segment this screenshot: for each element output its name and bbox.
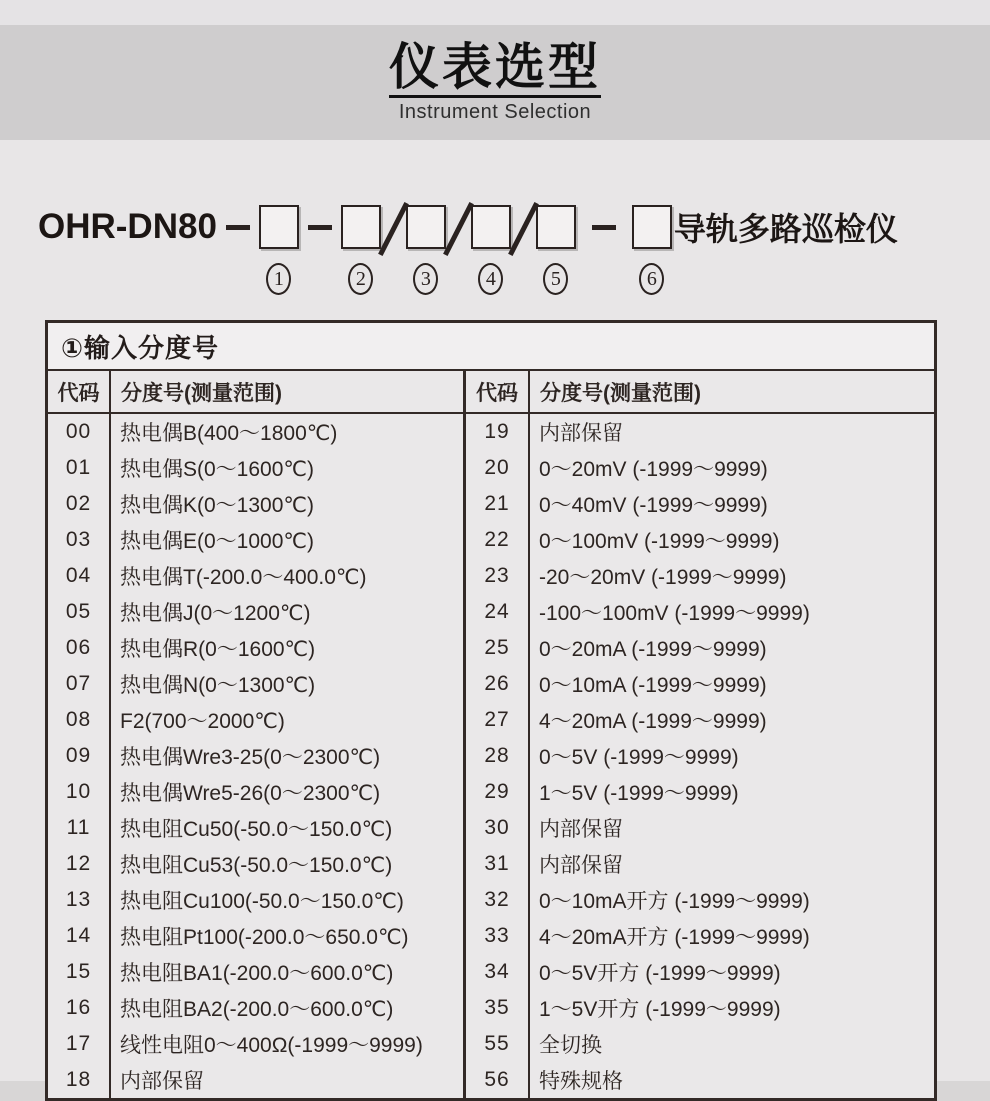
dash-separator bbox=[226, 205, 250, 249]
model-box-col-6 bbox=[632, 205, 672, 295]
row-desc: 4～20mA (-1999～9999) bbox=[539, 710, 767, 733]
row-desc: 热电偶T(-200.0～400.0℃) bbox=[120, 566, 367, 589]
table-row bbox=[48, 630, 463, 666]
row-code: 02 bbox=[48, 486, 111, 522]
position-circle-4: 4 bbox=[478, 263, 503, 295]
row-code: 17 bbox=[48, 1026, 111, 1062]
row-code: 21 bbox=[466, 486, 530, 522]
table-row bbox=[466, 450, 934, 486]
table-row bbox=[48, 846, 463, 882]
row-desc: 内部保留 bbox=[120, 1070, 204, 1093]
table-row bbox=[48, 918, 463, 954]
row-code: 16 bbox=[48, 990, 111, 1026]
table-row bbox=[466, 918, 934, 954]
input-graduation-table bbox=[45, 320, 937, 1101]
row-desc: 热电阻BA2(-200.0～600.0℃) bbox=[120, 998, 394, 1021]
row-desc: 热电偶Wre3-25(0～2300℃) bbox=[120, 746, 381, 769]
position-circle-1: 1 bbox=[266, 263, 291, 295]
row-desc: 热电阻Pt100(-200.0～650.0℃) bbox=[120, 926, 409, 949]
position-circle-3: 3 bbox=[413, 263, 438, 295]
table-row bbox=[48, 666, 463, 702]
row-desc: 热电偶B(400～1800℃) bbox=[120, 422, 338, 445]
table-title: ①输入分度号 bbox=[48, 323, 934, 371]
row-code: 34 bbox=[466, 954, 530, 990]
row-code: 56 bbox=[466, 1062, 530, 1098]
row-desc: -100～100mV (-1999～9999) bbox=[539, 602, 810, 625]
model-option-box-1 bbox=[259, 205, 299, 249]
table-body bbox=[48, 414, 934, 1098]
model-option-box-4 bbox=[471, 205, 511, 249]
row-code: 28 bbox=[466, 738, 530, 774]
row-desc: 热电阻Cu53(-50.0～150.0℃) bbox=[120, 854, 393, 877]
table-row bbox=[466, 774, 934, 810]
table-row bbox=[466, 846, 934, 882]
table-row bbox=[466, 666, 934, 702]
model-box-col-1 bbox=[259, 205, 299, 295]
row-desc: 热电阻Cu50(-50.0～150.0℃) bbox=[120, 818, 393, 841]
model-suffix: 导轨多路巡检仪 bbox=[673, 211, 898, 247]
row-desc: 热电偶E(0～1000℃) bbox=[120, 530, 314, 553]
model-option-box-2 bbox=[341, 205, 381, 249]
row-code: 06 bbox=[48, 630, 111, 666]
position-circle-5: 5 bbox=[543, 263, 568, 295]
row-code: 22 bbox=[466, 522, 530, 558]
table-row bbox=[466, 1062, 934, 1098]
row-code: 13 bbox=[48, 882, 111, 918]
dash-separator bbox=[592, 205, 616, 249]
row-code: 19 bbox=[466, 414, 530, 450]
row-code: 35 bbox=[466, 990, 530, 1026]
page-top-strip bbox=[0, 0, 990, 25]
row-code: 04 bbox=[48, 558, 111, 594]
row-code: 32 bbox=[466, 882, 530, 918]
row-code: 07 bbox=[48, 666, 111, 702]
row-desc: 热电偶K(0～1300℃) bbox=[120, 494, 314, 517]
model-prefix: OHR-DN80 bbox=[38, 207, 217, 246]
table-row bbox=[48, 954, 463, 990]
row-desc: 热电偶R(0～1600℃) bbox=[120, 638, 316, 661]
slash-separator bbox=[456, 205, 461, 249]
table-row bbox=[48, 1062, 463, 1098]
table-row bbox=[466, 594, 934, 630]
row-code: 10 bbox=[48, 774, 111, 810]
row-code: 27 bbox=[466, 702, 530, 738]
table-row bbox=[48, 882, 463, 918]
row-desc: 0～20mA (-1999～9999) bbox=[539, 638, 767, 661]
row-code: 01 bbox=[48, 450, 111, 486]
table-row bbox=[466, 810, 934, 846]
table-row bbox=[466, 990, 934, 1026]
position-circle-6: 6 bbox=[639, 263, 664, 295]
row-desc: 0～100mV (-1999～9999) bbox=[539, 530, 780, 553]
row-code: 00 bbox=[48, 414, 111, 450]
row-desc: 热电偶Wre5-26(0～2300℃) bbox=[120, 782, 381, 805]
header-desc-left: 分度号(测量范围) bbox=[111, 371, 466, 412]
table-left-columns bbox=[48, 414, 466, 1098]
table-row bbox=[48, 738, 463, 774]
table-row bbox=[466, 486, 934, 522]
header-desc-right: 分度号(测量范围) bbox=[540, 381, 701, 405]
row-code: 33 bbox=[466, 918, 530, 954]
row-desc: F2(700～2000℃) bbox=[120, 710, 285, 733]
row-code: 11 bbox=[48, 810, 111, 846]
row-desc: 线性电阻0～400Ω(-1999～9999) bbox=[120, 1034, 423, 1057]
table-row bbox=[48, 522, 463, 558]
table-row bbox=[466, 882, 934, 918]
header-band bbox=[0, 25, 990, 140]
row-code: 09 bbox=[48, 738, 111, 774]
table-row bbox=[466, 558, 934, 594]
dash-separator bbox=[308, 205, 332, 249]
row-desc: 1～5V开方 (-1999～9999) bbox=[539, 998, 781, 1021]
model-option-box-6 bbox=[632, 205, 672, 249]
row-desc: 0～5V (-1999～9999) bbox=[539, 746, 739, 769]
row-desc: 全切换 bbox=[539, 1034, 602, 1057]
table-row bbox=[466, 954, 934, 990]
row-code: 55 bbox=[466, 1026, 530, 1062]
table-row bbox=[466, 630, 934, 666]
row-desc: 热电阻BA1(-200.0～600.0℃) bbox=[120, 962, 394, 985]
row-desc: 0～10mA开方 (-1999～9999) bbox=[539, 890, 810, 913]
row-desc: 0～5V开方 (-1999～9999) bbox=[539, 962, 781, 985]
table-row bbox=[48, 450, 463, 486]
row-code: 24 bbox=[466, 594, 530, 630]
row-code: 08 bbox=[48, 702, 111, 738]
model-box-col-3 bbox=[406, 205, 446, 295]
header-code-left: 代码 bbox=[48, 371, 111, 412]
row-code: 18 bbox=[48, 1062, 111, 1098]
table-row bbox=[48, 486, 463, 522]
row-desc: 热电偶S(0～1600℃) bbox=[120, 458, 314, 481]
model-option-box-5 bbox=[536, 205, 576, 249]
row-desc: 热电偶J(0～1200℃) bbox=[120, 602, 311, 625]
table-row bbox=[48, 774, 463, 810]
page-subtitle: Instrument Selection bbox=[398, 100, 592, 123]
row-code: 30 bbox=[466, 810, 530, 846]
row-desc: 0～20mV (-1999～9999) bbox=[539, 458, 768, 481]
row-desc: 特殊规格 bbox=[539, 1070, 623, 1093]
position-circle-2: 2 bbox=[348, 263, 373, 295]
table-header-row bbox=[48, 371, 934, 414]
row-code: 15 bbox=[48, 954, 111, 990]
slash-separator bbox=[521, 205, 526, 249]
table-row bbox=[48, 558, 463, 594]
row-code: 12 bbox=[48, 846, 111, 882]
row-desc: 1～5V (-1999～9999) bbox=[539, 782, 739, 805]
table-right-columns bbox=[466, 414, 934, 1098]
table-row bbox=[48, 594, 463, 630]
table-row bbox=[48, 414, 463, 450]
header-code-right: 代码 bbox=[466, 371, 530, 412]
table-row bbox=[48, 810, 463, 846]
table-row bbox=[466, 738, 934, 774]
row-code: 23 bbox=[466, 558, 530, 594]
row-code: 14 bbox=[48, 918, 111, 954]
table-row bbox=[466, 414, 934, 450]
row-desc: 内部保留 bbox=[539, 854, 623, 877]
table-row bbox=[466, 1026, 934, 1062]
row-code: 29 bbox=[466, 774, 530, 810]
row-desc: 热电偶N(0～1300℃) bbox=[120, 674, 316, 697]
row-code: 20 bbox=[466, 450, 530, 486]
row-desc: 0～40mV (-1999～9999) bbox=[539, 494, 768, 517]
row-code: 05 bbox=[48, 594, 111, 630]
slash-separator bbox=[391, 205, 396, 249]
row-code: 26 bbox=[466, 666, 530, 702]
model-box-col-2 bbox=[341, 205, 381, 295]
row-desc: 4～20mA开方 (-1999～9999) bbox=[539, 926, 810, 949]
table-row bbox=[466, 702, 934, 738]
row-desc: 内部保留 bbox=[539, 422, 623, 445]
row-code: 03 bbox=[48, 522, 111, 558]
table-row bbox=[48, 1026, 463, 1062]
model-box-col-4 bbox=[471, 205, 511, 295]
row-desc: 热电阻Cu100(-50.0～150.0℃) bbox=[120, 890, 404, 913]
table-row bbox=[48, 990, 463, 1026]
row-desc: 0～10mA (-1999～9999) bbox=[539, 674, 767, 697]
table-row bbox=[466, 522, 934, 558]
row-code: 25 bbox=[466, 630, 530, 666]
table-row bbox=[48, 702, 463, 738]
row-code: 31 bbox=[466, 846, 530, 882]
row-desc: 内部保留 bbox=[539, 818, 623, 841]
row-desc: -20～20mV (-1999～9999) bbox=[539, 566, 787, 589]
model-option-box-3 bbox=[406, 205, 446, 249]
model-box-col-5 bbox=[536, 205, 576, 295]
model-code-diagram bbox=[38, 205, 970, 295]
page-title: 仪表选型 bbox=[389, 42, 601, 98]
